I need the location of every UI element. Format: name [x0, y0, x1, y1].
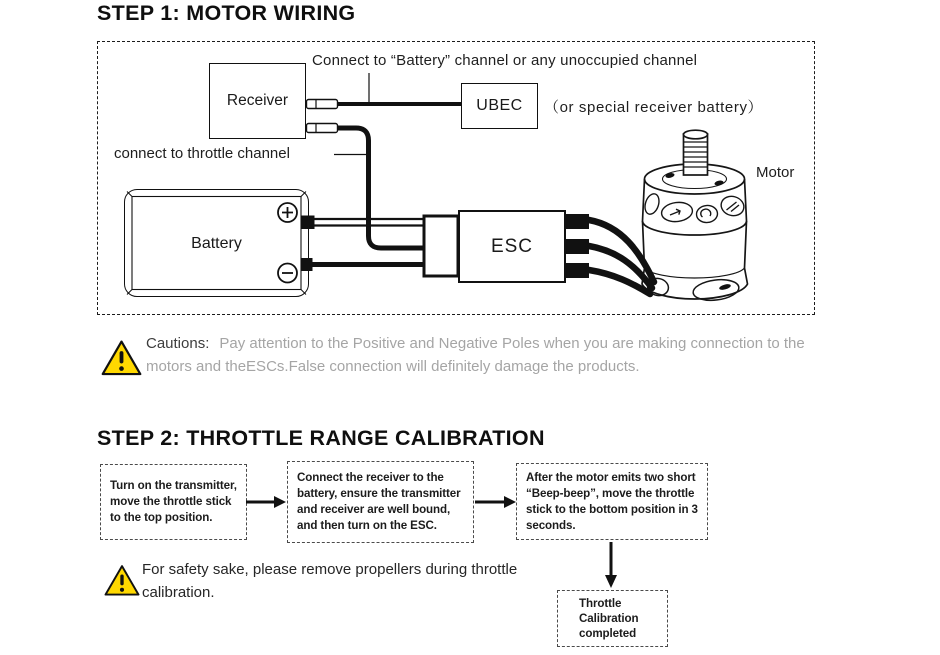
ubec-alt-note: （or special receiver battery） [544, 99, 764, 116]
motor-wiring-diagram [97, 41, 815, 315]
safety-note: For safety sake, please remove propellers during throttle calibration. [142, 561, 518, 601]
step2-title: STEP 2: THROTTLE RANGE CALIBRATION [97, 426, 545, 450]
flow-step-3-text: After the motor emits two short “Beep-beep”, move the throttle stick to the bottom position in 3 seconds. [526, 470, 698, 532]
flow-step-2 [287, 461, 474, 543]
step1-title: STEP 1: MOTOR WIRING [97, 1, 356, 25]
arrow-right-icon [246, 495, 286, 509]
flow-step-1-text: Turn on the transmitter, move the throttle stick to the top position. [110, 479, 237, 524]
flow-step-complete-text: Throttle Calibration completed [579, 597, 639, 640]
receiver-box [209, 63, 306, 139]
esc-label: ESC [490, 235, 534, 257]
throttle-channel-note: connect to throttle channel [114, 145, 290, 162]
flow-step-3 [516, 463, 708, 540]
warning-icon [104, 561, 140, 600]
flow-step-complete [557, 590, 668, 647]
motor-label: Motor [756, 164, 795, 181]
receiver-label: Receiver [226, 92, 289, 109]
battery-label: Battery [191, 235, 242, 252]
ubec-label: UBEC [476, 97, 523, 114]
caution-note [146, 333, 830, 378]
caution-body: Pay attention to the Positive and Negative Poles when you are making connection to the motors and theESCs.False connection will definitely damage the products. [146, 335, 805, 375]
caution-label: Cautions: [146, 335, 210, 352]
motor-illustration [639, 129, 755, 311]
flow-step-2-text: Connect the receiver to the battery, ensure the transmitter and receiver are well bound, and then turn on the ESC. [297, 471, 461, 532]
warning-icon [101, 336, 142, 380]
arrow-down-icon [604, 542, 618, 588]
ubec-box [461, 83, 538, 129]
esc-box [458, 210, 566, 283]
arrow-right-icon [475, 495, 516, 509]
flow-step-1 [100, 464, 247, 540]
battery-channel-note: Connect to “Battery” channel or any unoccupied channel [312, 52, 698, 69]
